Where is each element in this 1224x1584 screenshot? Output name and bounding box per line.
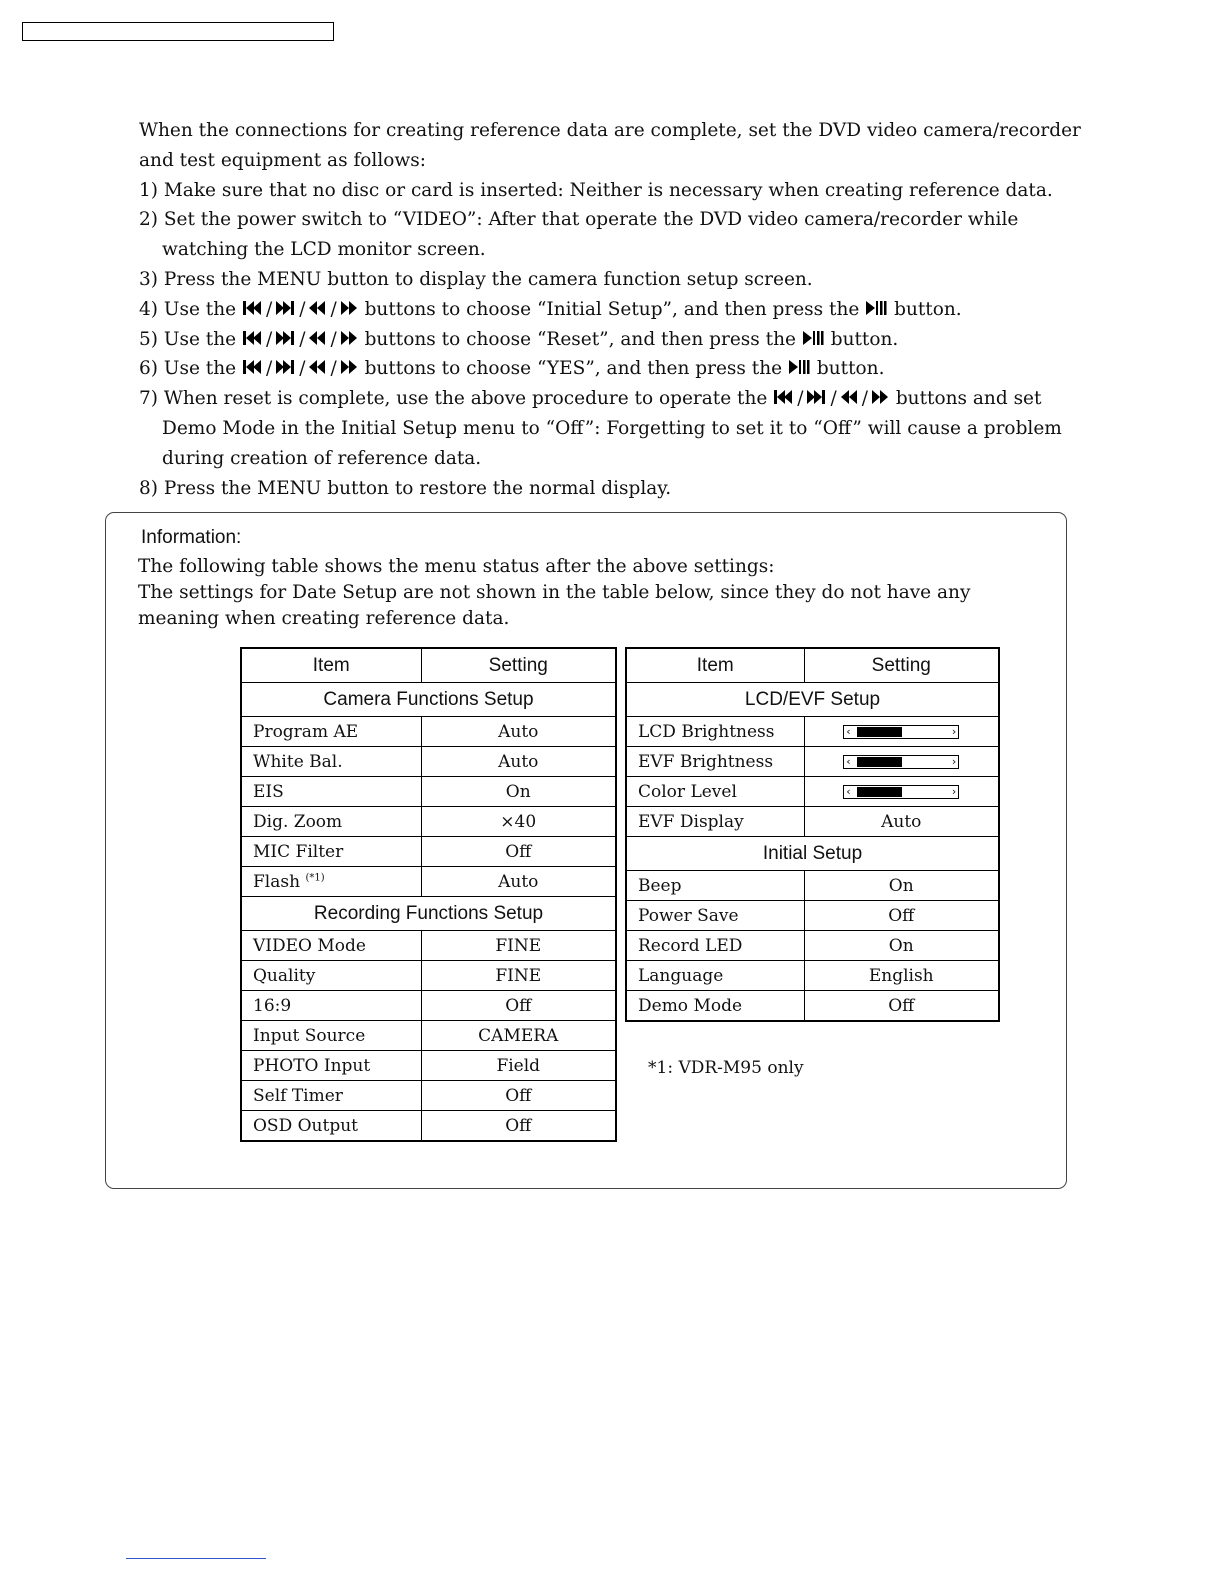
information-line-1: The following table shows the menu status after the above settings: bbox=[138, 556, 775, 577]
item-cell: VIDEO Mode bbox=[241, 931, 421, 961]
setting-cell: Auto bbox=[421, 747, 616, 777]
step-6-text-c: button. bbox=[816, 358, 885, 380]
right-arrow-icon: › bbox=[951, 785, 957, 798]
step-8: 8) Press the MENU button to restore the normal display. bbox=[139, 477, 672, 499]
intro-line-1: When the connections for creating reference data are complete, set the DVD video camera/recorder bbox=[139, 120, 1081, 141]
table-row bbox=[626, 807, 999, 837]
information-text bbox=[138, 554, 1048, 632]
table-row bbox=[626, 871, 999, 901]
table-row bbox=[241, 991, 616, 1021]
step-6-text-a: 6) Use the bbox=[139, 358, 237, 380]
setting-cell: Auto bbox=[804, 807, 999, 837]
item-cell: EIS bbox=[241, 777, 421, 807]
skip-forward-icon bbox=[807, 388, 826, 406]
information-line-2: The settings for Date Setup are not shown in the table below, since they do not have any meaning when creating reference data. bbox=[138, 582, 971, 629]
item-label: Flash bbox=[253, 871, 301, 892]
left-arrow-icon: ‹ bbox=[846, 755, 851, 768]
section-recording-functions: Recording Functions Setup bbox=[241, 897, 616, 931]
step-7-text-a: 7) When reset is complete, use the above procedure to operate the bbox=[139, 388, 768, 410]
table-row bbox=[241, 777, 616, 807]
right-arrow-icon: › bbox=[951, 755, 957, 768]
table-row bbox=[241, 867, 616, 897]
level-bar bbox=[843, 755, 959, 769]
item-cell: Dig. Zoom bbox=[241, 807, 421, 837]
play-pause-icon bbox=[866, 299, 887, 317]
table-row bbox=[626, 901, 999, 931]
item-cell: EVF Display bbox=[626, 807, 804, 837]
table-header-row bbox=[241, 648, 616, 683]
step-4-text-c: button. bbox=[894, 298, 962, 320]
table-row bbox=[241, 1111, 616, 1142]
fast-forward-icon bbox=[341, 358, 358, 376]
step-1: 1) Make sure that no disc or card is inserted: Neither is necessary when creating reference data. bbox=[139, 179, 1053, 201]
item-cell: MIC Filter bbox=[241, 837, 421, 867]
step-2: 2) Set the power switch to “VIDEO”: After that operate the DVD video camera/recorder while bbox=[139, 209, 1019, 231]
information-heading: Information: bbox=[141, 527, 242, 548]
item-cell: LCD Brightness bbox=[626, 717, 804, 747]
setting-cell: Off bbox=[421, 837, 616, 867]
table-row bbox=[241, 1021, 616, 1051]
section-lcd-evf: LCD/EVF Setup bbox=[626, 683, 999, 717]
step-5-text-b: buttons to choose “Reset”, and then press the bbox=[364, 328, 796, 350]
section-row bbox=[241, 683, 616, 717]
item-cell: White Bal. bbox=[241, 747, 421, 777]
step-7-cont-2: during creation of reference data. bbox=[162, 447, 482, 469]
table-row bbox=[241, 961, 616, 991]
step-5-text-c: button. bbox=[830, 328, 899, 350]
skip-forward-icon bbox=[276, 299, 295, 317]
level-fill bbox=[857, 787, 902, 797]
skip-back-icon bbox=[243, 329, 262, 347]
section-row bbox=[241, 897, 616, 931]
setting-cell: Off bbox=[421, 1081, 616, 1111]
item-cell: Beep bbox=[626, 871, 804, 901]
setting-cell: CAMERA bbox=[421, 1021, 616, 1051]
table-row bbox=[626, 747, 999, 777]
item-cell: EVF Brightness bbox=[626, 747, 804, 777]
item-cell: PHOTO Input bbox=[241, 1051, 421, 1081]
setting-cell: FINE bbox=[421, 961, 616, 991]
skip-back-icon bbox=[243, 299, 262, 317]
step-2-cont: watching the LCD monitor screen. bbox=[162, 239, 486, 261]
section-row bbox=[626, 837, 999, 871]
setting-cell: Auto bbox=[421, 867, 616, 897]
setting-cell: On bbox=[421, 777, 616, 807]
table-row bbox=[241, 717, 616, 747]
play-pause-icon bbox=[803, 329, 824, 347]
section-row bbox=[626, 683, 999, 717]
setting-cell: Off bbox=[804, 901, 999, 931]
setting-cell: FINE bbox=[421, 931, 616, 961]
step-5: 5) Use the / / / buttons to choose “Reset”, and then press the button. bbox=[139, 328, 899, 350]
section-initial-setup: Initial Setup bbox=[626, 837, 999, 871]
setting-cell: Auto bbox=[421, 717, 616, 747]
fast-forward-icon bbox=[341, 299, 358, 317]
step-4-text-b: buttons to choose “Initial Setup”, and then press the bbox=[364, 298, 860, 320]
item-cell: Demo Mode bbox=[626, 991, 804, 1022]
column-header-setting: Setting bbox=[804, 648, 999, 683]
rewind-icon bbox=[309, 358, 326, 376]
table-row bbox=[626, 991, 999, 1022]
setting-cell: ×40 bbox=[421, 807, 616, 837]
step-7-text-b: buttons and set bbox=[895, 388, 1042, 410]
lcd-initial-settings-table bbox=[625, 647, 1000, 1022]
table-row bbox=[241, 807, 616, 837]
level-bar bbox=[843, 785, 959, 799]
left-arrow-icon: ‹ bbox=[846, 725, 851, 738]
setting-cell: Off bbox=[804, 991, 999, 1022]
setting-cell: On bbox=[804, 871, 999, 901]
step-7-cont-1: Demo Mode in the Initial Setup menu to “Off”: Forgetting to set it to “Off” will cause a problem bbox=[162, 417, 1062, 439]
column-header-item: Item bbox=[626, 648, 804, 683]
setting-cell: On bbox=[804, 931, 999, 961]
item-cell: Input Source bbox=[241, 1021, 421, 1051]
skip-back-icon bbox=[774, 388, 793, 406]
column-header-item: Item bbox=[241, 648, 421, 683]
left-arrow-icon: ‹ bbox=[846, 785, 851, 798]
rewind-icon bbox=[309, 329, 326, 347]
item-cell: Power Save bbox=[626, 901, 804, 931]
step-6-text-b: buttons to choose “YES”, and then press the bbox=[364, 358, 783, 380]
setting-cell: English bbox=[804, 961, 999, 991]
rewind-icon bbox=[841, 388, 858, 406]
item-cell: Language bbox=[626, 961, 804, 991]
camera-recording-settings-table bbox=[240, 647, 617, 1142]
step-4: 4) Use the / / / buttons to choose “Initial Setup”, and then press the button. bbox=[139, 298, 962, 320]
skip-forward-icon bbox=[276, 329, 295, 347]
step-5-text-a: 5) Use the bbox=[139, 328, 237, 350]
setting-cell bbox=[804, 777, 999, 807]
item-cell: OSD Output bbox=[241, 1111, 421, 1142]
header-box bbox=[22, 22, 334, 41]
footnote: *1: VDR-M95 only bbox=[648, 1058, 804, 1078]
item-cell: Program AE bbox=[241, 717, 421, 747]
setting-cell bbox=[804, 747, 999, 777]
step-3: 3) Press the MENU button to display the camera function setup screen. bbox=[139, 268, 813, 290]
intro-line-2: and test equipment as follows: bbox=[139, 149, 426, 171]
table-header-row bbox=[626, 648, 999, 683]
item-cell: 16:9 bbox=[241, 991, 421, 1021]
step-4-text-a: 4) Use the bbox=[139, 298, 237, 320]
item-cell: Record LED bbox=[626, 931, 804, 961]
level-fill bbox=[857, 727, 902, 737]
section-camera-functions: Camera Functions Setup bbox=[241, 683, 616, 717]
table-row bbox=[241, 837, 616, 867]
skip-forward-icon bbox=[276, 358, 295, 376]
setting-cell bbox=[804, 717, 999, 747]
footnote-marker: (*1) bbox=[305, 871, 325, 883]
item-cell: Color Level bbox=[626, 777, 804, 807]
skip-back-icon bbox=[243, 358, 262, 376]
table-row bbox=[626, 961, 999, 991]
setting-cell: Off bbox=[421, 1111, 616, 1142]
table-row bbox=[626, 777, 999, 807]
table-row bbox=[626, 717, 999, 747]
step-7: 7) When reset is complete, use the above procedure to operate the / / / buttons and set bbox=[139, 388, 1042, 410]
play-pause-icon bbox=[789, 358, 810, 376]
step-6: 6) Use the / / / buttons to choose “YES”, and then press the button. bbox=[139, 358, 885, 380]
footer-rule bbox=[126, 1558, 266, 1559]
rewind-icon bbox=[309, 299, 326, 317]
fast-forward-icon bbox=[341, 329, 358, 347]
table-row bbox=[626, 931, 999, 961]
table-row bbox=[241, 931, 616, 961]
setting-cell: Field bbox=[421, 1051, 616, 1081]
item-cell: Self Timer bbox=[241, 1081, 421, 1111]
item-cell bbox=[241, 867, 421, 897]
right-arrow-icon: › bbox=[951, 725, 957, 738]
table-row bbox=[241, 1081, 616, 1111]
instructions bbox=[139, 116, 1079, 503]
level-fill bbox=[857, 757, 902, 767]
table-row bbox=[241, 1051, 616, 1081]
item-cell: Quality bbox=[241, 961, 421, 991]
level-bar bbox=[843, 725, 959, 739]
table-row bbox=[241, 747, 616, 777]
setting-cell: Off bbox=[421, 991, 616, 1021]
fast-forward-icon bbox=[872, 388, 889, 406]
column-header-setting: Setting bbox=[421, 648, 616, 683]
